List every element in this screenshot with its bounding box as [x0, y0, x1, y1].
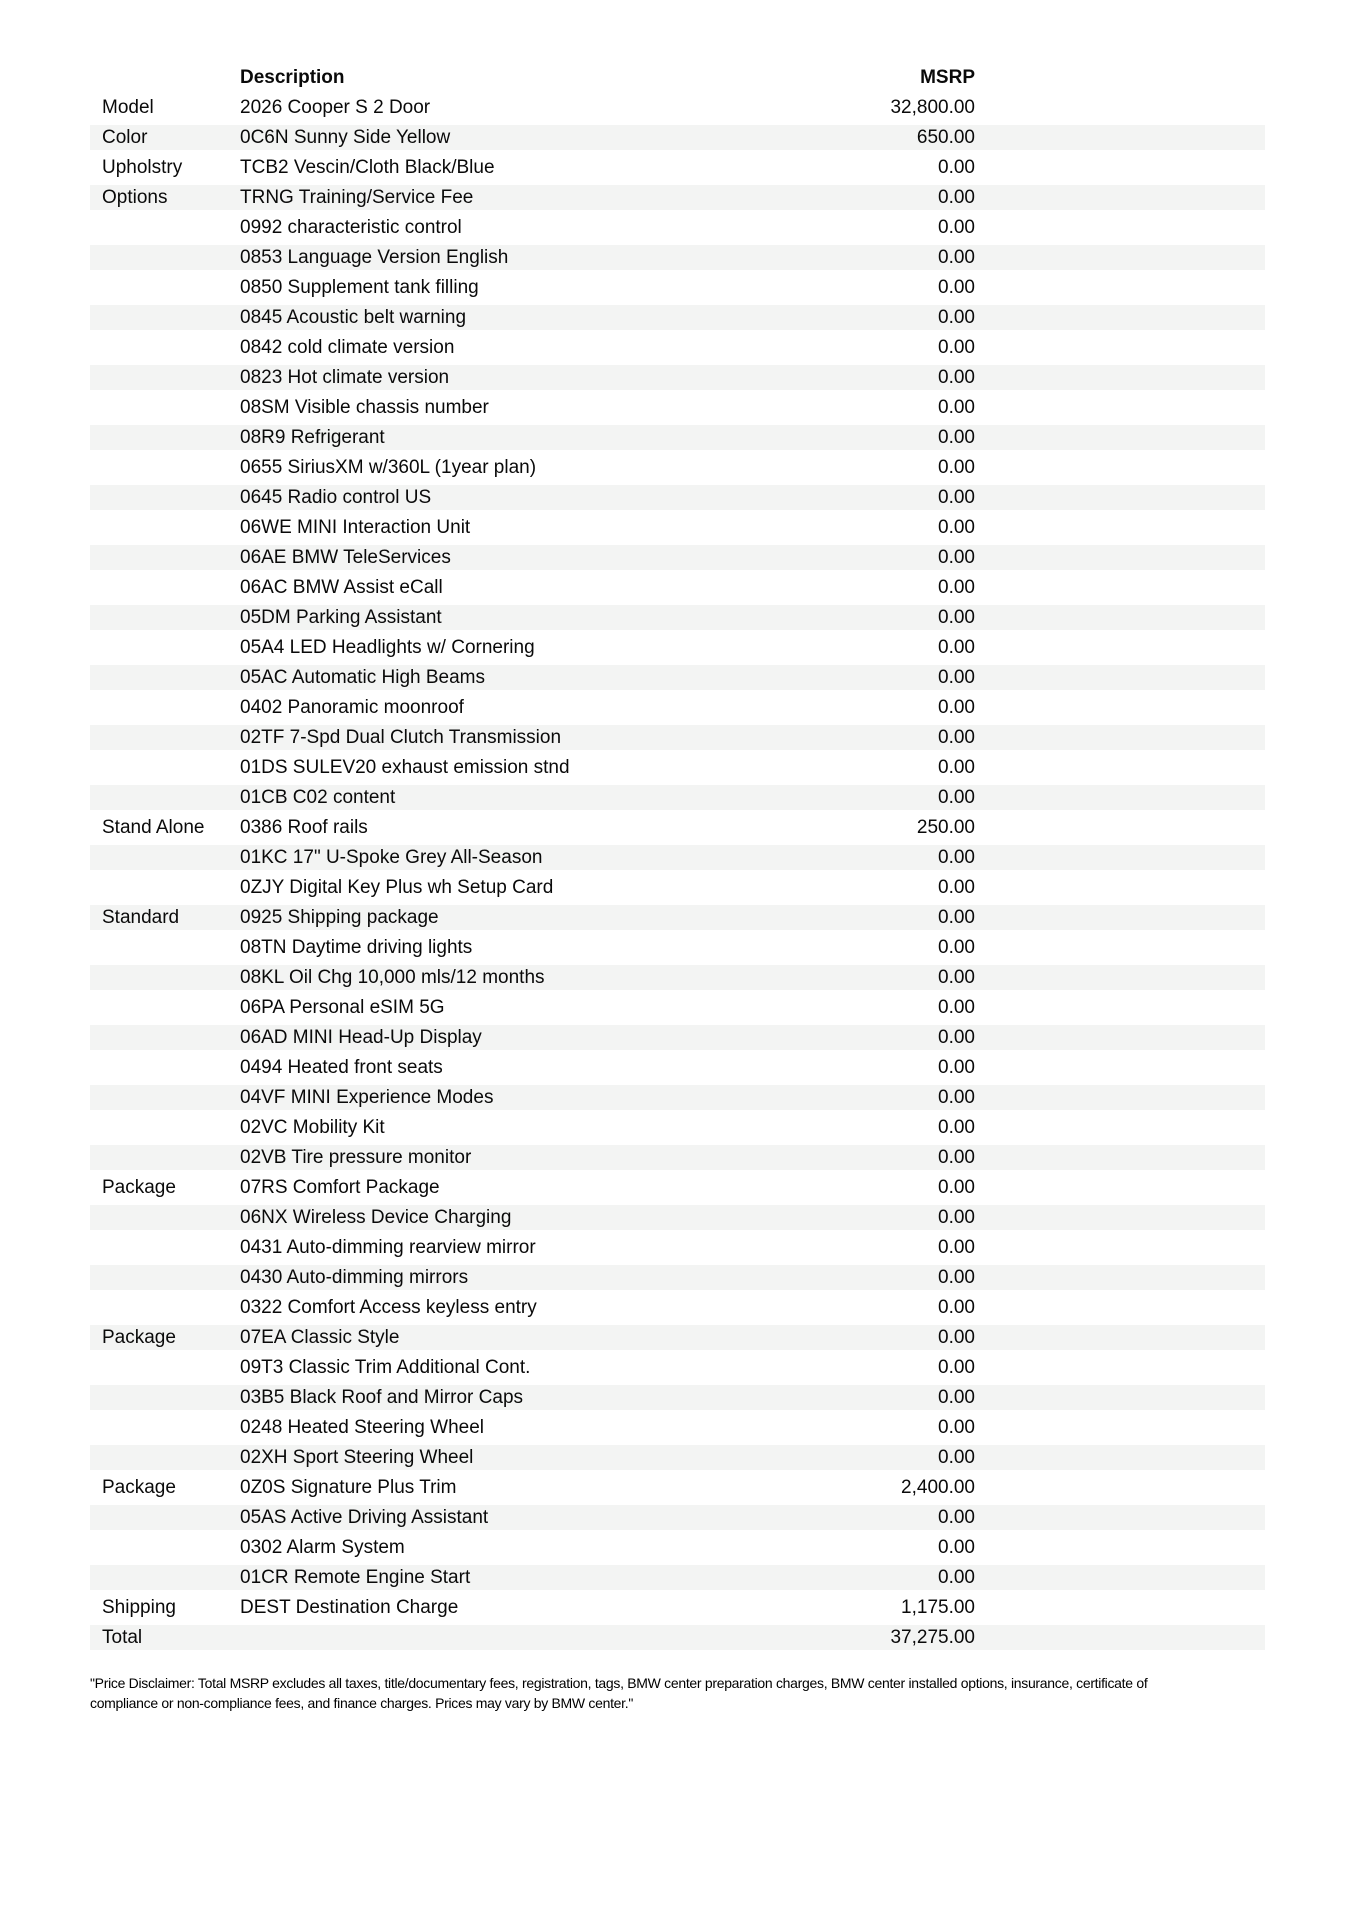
row-msrp: 0.00: [938, 1177, 975, 1198]
row-msrp: 0.00: [938, 727, 975, 748]
row-msrp: 37,275.00: [890, 1627, 975, 1648]
row-msrp: 0.00: [938, 157, 975, 178]
row-msrp: 0.00: [938, 757, 975, 778]
row-description: 05DM Parking Assistant: [240, 607, 442, 628]
table-row: [90, 1323, 1265, 1353]
row-description: 01CR Remote Engine Start: [240, 1567, 471, 1588]
row-msrp: 0.00: [938, 1417, 975, 1438]
row-description: 0845 Acoustic belt warning: [240, 307, 467, 328]
row-msrp: 250.00: [916, 817, 975, 838]
row-msrp: 0.00: [938, 1447, 975, 1468]
row-msrp: 0.00: [938, 547, 975, 568]
row-category: Model: [102, 97, 154, 118]
price-disclaimer-line2: compliance or non-compliance fees, and finance charges. Prices may vary by BMW center.": [90, 1695, 634, 1711]
row-description: 07EA Classic Style: [240, 1327, 400, 1348]
row-description: 0386 Roof rails: [240, 817, 368, 838]
price-disclaimer: [90, 1673, 1290, 1713]
row-description: 08R9 Refrigerant: [240, 427, 385, 448]
row-msrp: 0.00: [938, 1267, 975, 1288]
row-category: Standard: [102, 907, 180, 928]
row-msrp: 0.00: [938, 397, 975, 418]
row-description: TCB2 Vescin/Cloth Black/Blue: [240, 157, 495, 178]
table-row: [90, 1443, 1265, 1473]
table-row: [90, 1233, 1265, 1263]
row-description: 05AS Active Driving Assistant: [240, 1507, 489, 1528]
row-msrp: 0.00: [938, 1387, 975, 1408]
row-description: 08TN Daytime driving lights: [240, 937, 473, 958]
row-description: 06PA Personal eSIM 5G: [240, 997, 445, 1018]
row-msrp: 0.00: [938, 1567, 975, 1588]
row-description: 0850 Supplement tank filling: [240, 277, 479, 298]
row-description: 0645 Radio control US: [240, 487, 432, 508]
row-description: 06AD MINI Head-Up Display: [240, 1027, 482, 1048]
price-disclaimer-line1: "Price Disclaimer: Total MSRP excludes all taxes, title/documentary fees, registration, tags, BMW center preparation charges, BMW center installed options, insurance, certificate of: [90, 1675, 1148, 1691]
row-msrp: 0.00: [938, 1327, 975, 1348]
row-msrp: 0.00: [938, 1027, 975, 1048]
row-description: 0302 Alarm System: [240, 1537, 405, 1558]
table-row: [90, 93, 1265, 123]
row-description: 0925 Shipping package: [240, 907, 439, 928]
table-row: [90, 1293, 1265, 1323]
row-category: Package: [102, 1327, 176, 1348]
table-row: [90, 333, 1265, 363]
row-description: 06WE MINI Interaction Unit: [240, 517, 471, 538]
row-category: Package: [102, 1477, 176, 1498]
row-msrp: 0.00: [938, 1087, 975, 1108]
price-table-body: [90, 93, 1265, 1653]
row-description: 02VC Mobility Kit: [240, 1117, 385, 1138]
row-category: Options: [102, 187, 168, 208]
row-description: 05A4 LED Headlights w/ Cornering: [240, 637, 535, 658]
row-msrp: 0.00: [938, 637, 975, 658]
row-msrp: 650.00: [916, 127, 975, 148]
row-description: 02TF 7-Spd Dual Clutch Transmission: [240, 727, 562, 748]
table-row: [90, 1383, 1265, 1413]
row-description: 0430 Auto-dimming mirrors: [240, 1267, 469, 1288]
row-msrp: 0.00: [938, 427, 975, 448]
row-description: 0431 Auto-dimming rearview mirror: [240, 1237, 536, 1258]
row-description: 09T3 Classic Trim Additional Cont.: [240, 1357, 531, 1378]
table-row: [90, 153, 1265, 183]
row-description: 2026 Cooper S 2 Door: [240, 97, 431, 118]
table-row: [90, 1503, 1265, 1533]
row-description: 06AE BMW TeleServices: [240, 547, 451, 568]
row-description: 06NX Wireless Device Charging: [240, 1207, 512, 1228]
row-msrp: 0.00: [938, 367, 975, 388]
row-description: 0248 Heated Steering Wheel: [240, 1417, 484, 1438]
row-msrp: 0.00: [938, 337, 975, 358]
row-msrp: 1,175.00: [901, 1597, 975, 1618]
row-description: 0655 SiriusXM w/360L (1year plan): [240, 457, 537, 478]
table-row: [90, 1263, 1265, 1293]
row-msrp: 0.00: [938, 1057, 975, 1078]
row-msrp: 0.00: [938, 307, 975, 328]
row-msrp: 0.00: [938, 1117, 975, 1138]
row-description: 0853 Language Version English: [240, 247, 509, 268]
row-msrp: 0.00: [938, 577, 975, 598]
table-row: [90, 873, 1265, 903]
row-description: 03B5 Black Roof and Mirror Caps: [240, 1387, 524, 1408]
table-row: [90, 1593, 1265, 1623]
row-category: Stand Alone: [102, 817, 205, 838]
table-row: [90, 813, 1265, 843]
table-row: [90, 1113, 1265, 1143]
table-row: [90, 213, 1265, 243]
table-row: [90, 843, 1265, 873]
table-row: [90, 183, 1265, 213]
row-msrp: 0.00: [938, 847, 975, 868]
row-description: 01KC 17" U-Spoke Grey All-Season: [240, 847, 543, 868]
row-description: 0823 Hot climate version: [240, 367, 450, 388]
row-msrp: 0.00: [938, 1207, 975, 1228]
row-msrp: 0.00: [938, 517, 975, 538]
row-msrp: 0.00: [938, 1297, 975, 1318]
table-row: [90, 1473, 1265, 1503]
table-row: [90, 1143, 1265, 1173]
table-row: [90, 1623, 1265, 1653]
row-description: 0402 Panoramic moonroof: [240, 697, 464, 718]
row-msrp: 0.00: [938, 877, 975, 898]
table-row: [90, 903, 1265, 933]
row-msrp: 0.00: [938, 457, 975, 478]
table-row: [90, 303, 1265, 333]
row-description: DEST Destination Charge: [240, 1597, 459, 1618]
table-row: [90, 243, 1265, 273]
row-category: Shipping: [102, 1597, 176, 1618]
row-msrp: 0.00: [938, 667, 975, 688]
table-row: [90, 123, 1265, 153]
row-description: 01DS SULEV20 exhaust emission stnd: [240, 757, 570, 778]
row-category: Package: [102, 1177, 176, 1198]
row-msrp: 0.00: [938, 487, 975, 508]
table-row: [90, 573, 1265, 603]
row-description: 02VB Tire pressure monitor: [240, 1147, 472, 1168]
row-msrp: 0.00: [938, 277, 975, 298]
table-row: [90, 543, 1265, 573]
table-row: [90, 1023, 1265, 1053]
row-description: 01CB C02 content: [240, 787, 396, 808]
row-msrp: 0.00: [938, 187, 975, 208]
row-msrp: 32,800.00: [890, 97, 975, 118]
row-description: 0322 Comfort Access keyless entry: [240, 1297, 537, 1318]
row-description: 0Z0S Signature Plus Trim: [240, 1477, 457, 1498]
table-row: [90, 513, 1265, 543]
row-description: TRNG Training/Service Fee: [240, 187, 474, 208]
table-row: [90, 603, 1265, 633]
row-category: Total: [102, 1627, 143, 1648]
table-row: [90, 753, 1265, 783]
table-row: [90, 993, 1265, 1023]
row-msrp: 0.00: [938, 607, 975, 628]
table-row: [90, 1083, 1265, 1113]
row-category: Upholstry: [102, 157, 183, 178]
table-row: [90, 393, 1265, 423]
row-description: 08KL Oil Chg 10,000 mls/12 months: [240, 967, 545, 988]
table-row: [90, 633, 1265, 663]
header-description: Description: [240, 67, 345, 88]
table-row: [90, 723, 1265, 753]
table-row: [90, 453, 1265, 483]
table-row: [90, 483, 1265, 513]
table-row: [90, 1353, 1265, 1383]
table-row: [90, 1203, 1265, 1233]
row-description: 02XH Sport Steering Wheel: [240, 1447, 474, 1468]
table-row: [90, 933, 1265, 963]
header-msrp: MSRP: [920, 67, 975, 88]
row-description: 08SM Visible chassis number: [240, 397, 489, 418]
row-msrp: 0.00: [938, 997, 975, 1018]
row-msrp: 0.00: [938, 1237, 975, 1258]
row-msrp: 0.00: [938, 1147, 975, 1168]
table-row: [90, 423, 1265, 453]
row-description: 0C6N Sunny Side Yellow: [240, 127, 451, 148]
row-msrp: 0.00: [938, 247, 975, 268]
table-row: [90, 1413, 1265, 1443]
table-row: [90, 273, 1265, 303]
row-msrp: 0.00: [938, 787, 975, 808]
row-description: 0842 cold climate version: [240, 337, 455, 358]
row-msrp: 0.00: [938, 1507, 975, 1528]
table-row: [90, 693, 1265, 723]
row-msrp: 0.00: [938, 1357, 975, 1378]
table-row: [90, 1053, 1265, 1083]
row-description: 04VF MINI Experience Modes: [240, 1087, 494, 1108]
row-msrp: 0.00: [938, 217, 975, 238]
row-msrp: 0.00: [938, 937, 975, 958]
row-msrp: 0.00: [938, 1537, 975, 1558]
table-row: [90, 963, 1265, 993]
row-description: 05AC Automatic High Beams: [240, 667, 486, 688]
row-description: 0ZJY Digital Key Plus wh Setup Card: [240, 877, 554, 898]
row-msrp: 0.00: [938, 697, 975, 718]
table-row: [90, 783, 1265, 813]
table-row: [90, 1533, 1265, 1563]
row-description: 07RS Comfort Package: [240, 1177, 440, 1198]
row-msrp: 0.00: [938, 967, 975, 988]
price-table: [90, 63, 1265, 1653]
row-description: 0992 characteristic control: [240, 217, 462, 238]
table-row: [90, 363, 1265, 393]
table-row: [90, 1563, 1265, 1593]
price-table-header-row: [90, 63, 1265, 93]
row-description: 0494 Heated front seats: [240, 1057, 443, 1078]
row-description: 06AC BMW Assist eCall: [240, 577, 443, 598]
table-row: [90, 1173, 1265, 1203]
row-category: Color: [102, 127, 148, 148]
row-msrp: 2,400.00: [901, 1477, 975, 1498]
row-msrp: 0.00: [938, 907, 975, 928]
table-row: [90, 663, 1265, 693]
